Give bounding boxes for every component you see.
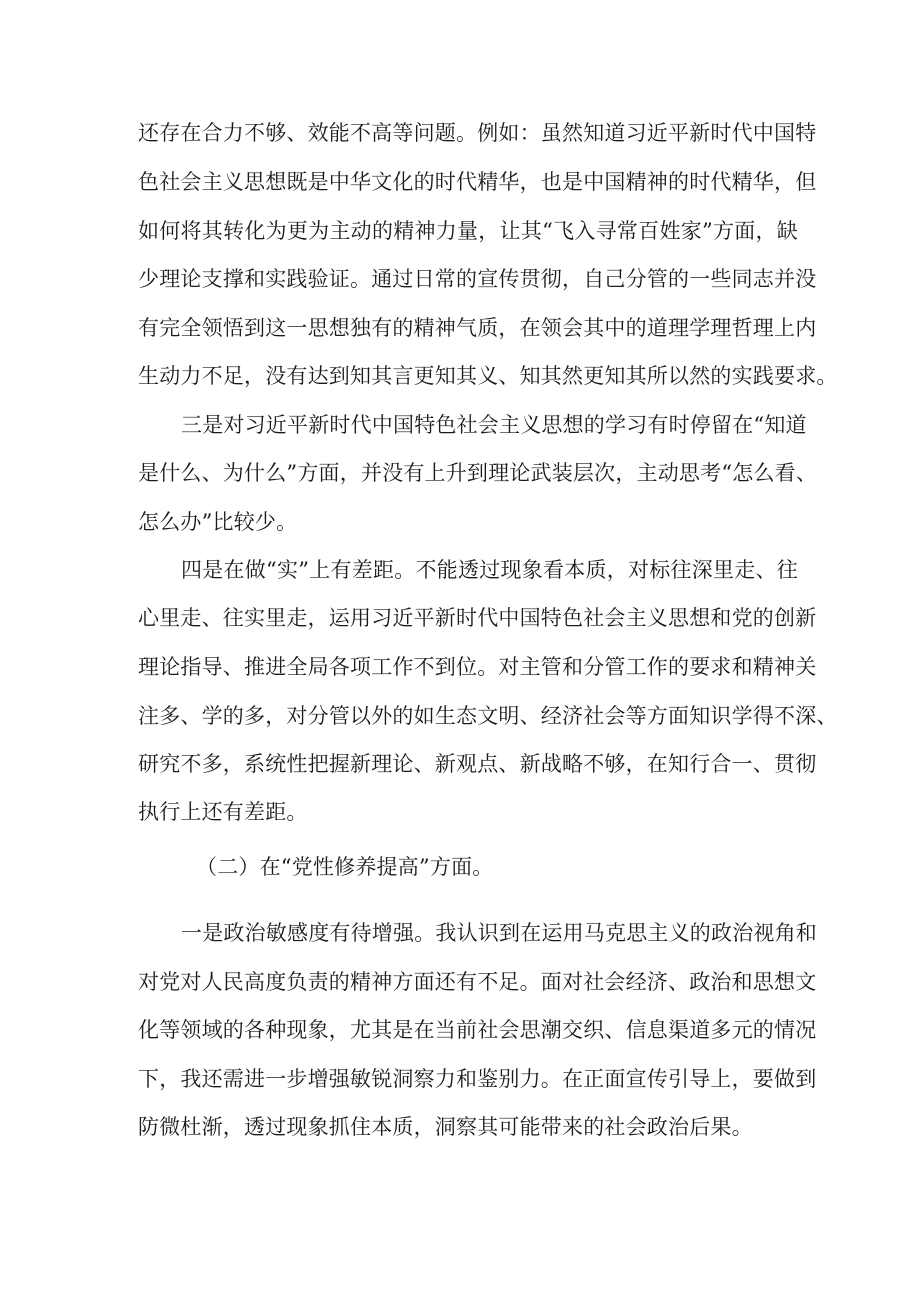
- text-line: 下，我还需进一步增强敏锐洞察力和鉴别力。在正面宣传引导上，要做到: [138, 1067, 817, 1091]
- text-line: 心里走、往实里走，运用习近平新时代中国特色社会主义思想和党的创新: [138, 606, 817, 630]
- text-line: 有完全领悟到这一思想独有的精神气质，在领会其中的道理学理哲理上内: [138, 316, 817, 340]
- text-line: 研究不多，系统性把握新理论、新观点、新战略不够，在知行合一、贯彻: [138, 752, 817, 776]
- text-line: 三是对习近平新时代中国特色社会主义思想的学习有时停留在“知道: [181, 413, 807, 437]
- text-line: 色社会主义思想既是中华文化的时代精华，也是中国精神的时代精华，但: [138, 170, 817, 194]
- text-line: 如何将其转化为更为主动的精神力量，让其“飞入寻常百姓家”方面，缺: [138, 219, 798, 243]
- text-line: 生动力不足，没有达到知其言更知其义、知其然更知其所以然的实践要求。: [138, 364, 838, 388]
- text-line: 理论指导、推进全局各项工作不到位。对主管和分管工作的要求和精神关: [138, 655, 817, 679]
- text-line: 对党对人民高度负责的精神方面还有不足。面对社会经济、政治和思想文: [138, 970, 817, 994]
- text-line: 执行上还有差距。: [138, 800, 308, 824]
- section-heading: （二）在“党性修养提高”方面。: [196, 855, 494, 879]
- text-line: 一是政治敏感度有待增强。我认识到在运用马克思主义的政治视角和: [181, 921, 817, 945]
- text-line: 怎么办”比较少。: [138, 510, 298, 534]
- text-line: 化等领域的各种现象，尤其是在当前社会思潮交织、信息渠道多元的情况: [138, 1018, 817, 1042]
- text-line: 注多、学的多，对分管以外的如生态文明、经济社会等方面知识学得不深、: [138, 704, 838, 728]
- text-line: 四是在做“实”上有差距。不能透过现象看本质，对标往深里走、往: [181, 558, 798, 582]
- text-line: 还存在合力不够、效能不高等问题。例如：虽然知道习近平新时代中国特: [138, 121, 817, 145]
- text-line: 少理论支撑和实践验证。通过日常的宣传贯彻，自己分管的一些同志并没: [138, 267, 817, 291]
- text-line: 防微杜渐，透过现象抓住本质，洞察其可能带来的社会政治后果。: [138, 1115, 753, 1139]
- text-line: 是什么、为什么”方面，并没有上升到理论武装层次，主动思考“怎么看、: [138, 461, 818, 485]
